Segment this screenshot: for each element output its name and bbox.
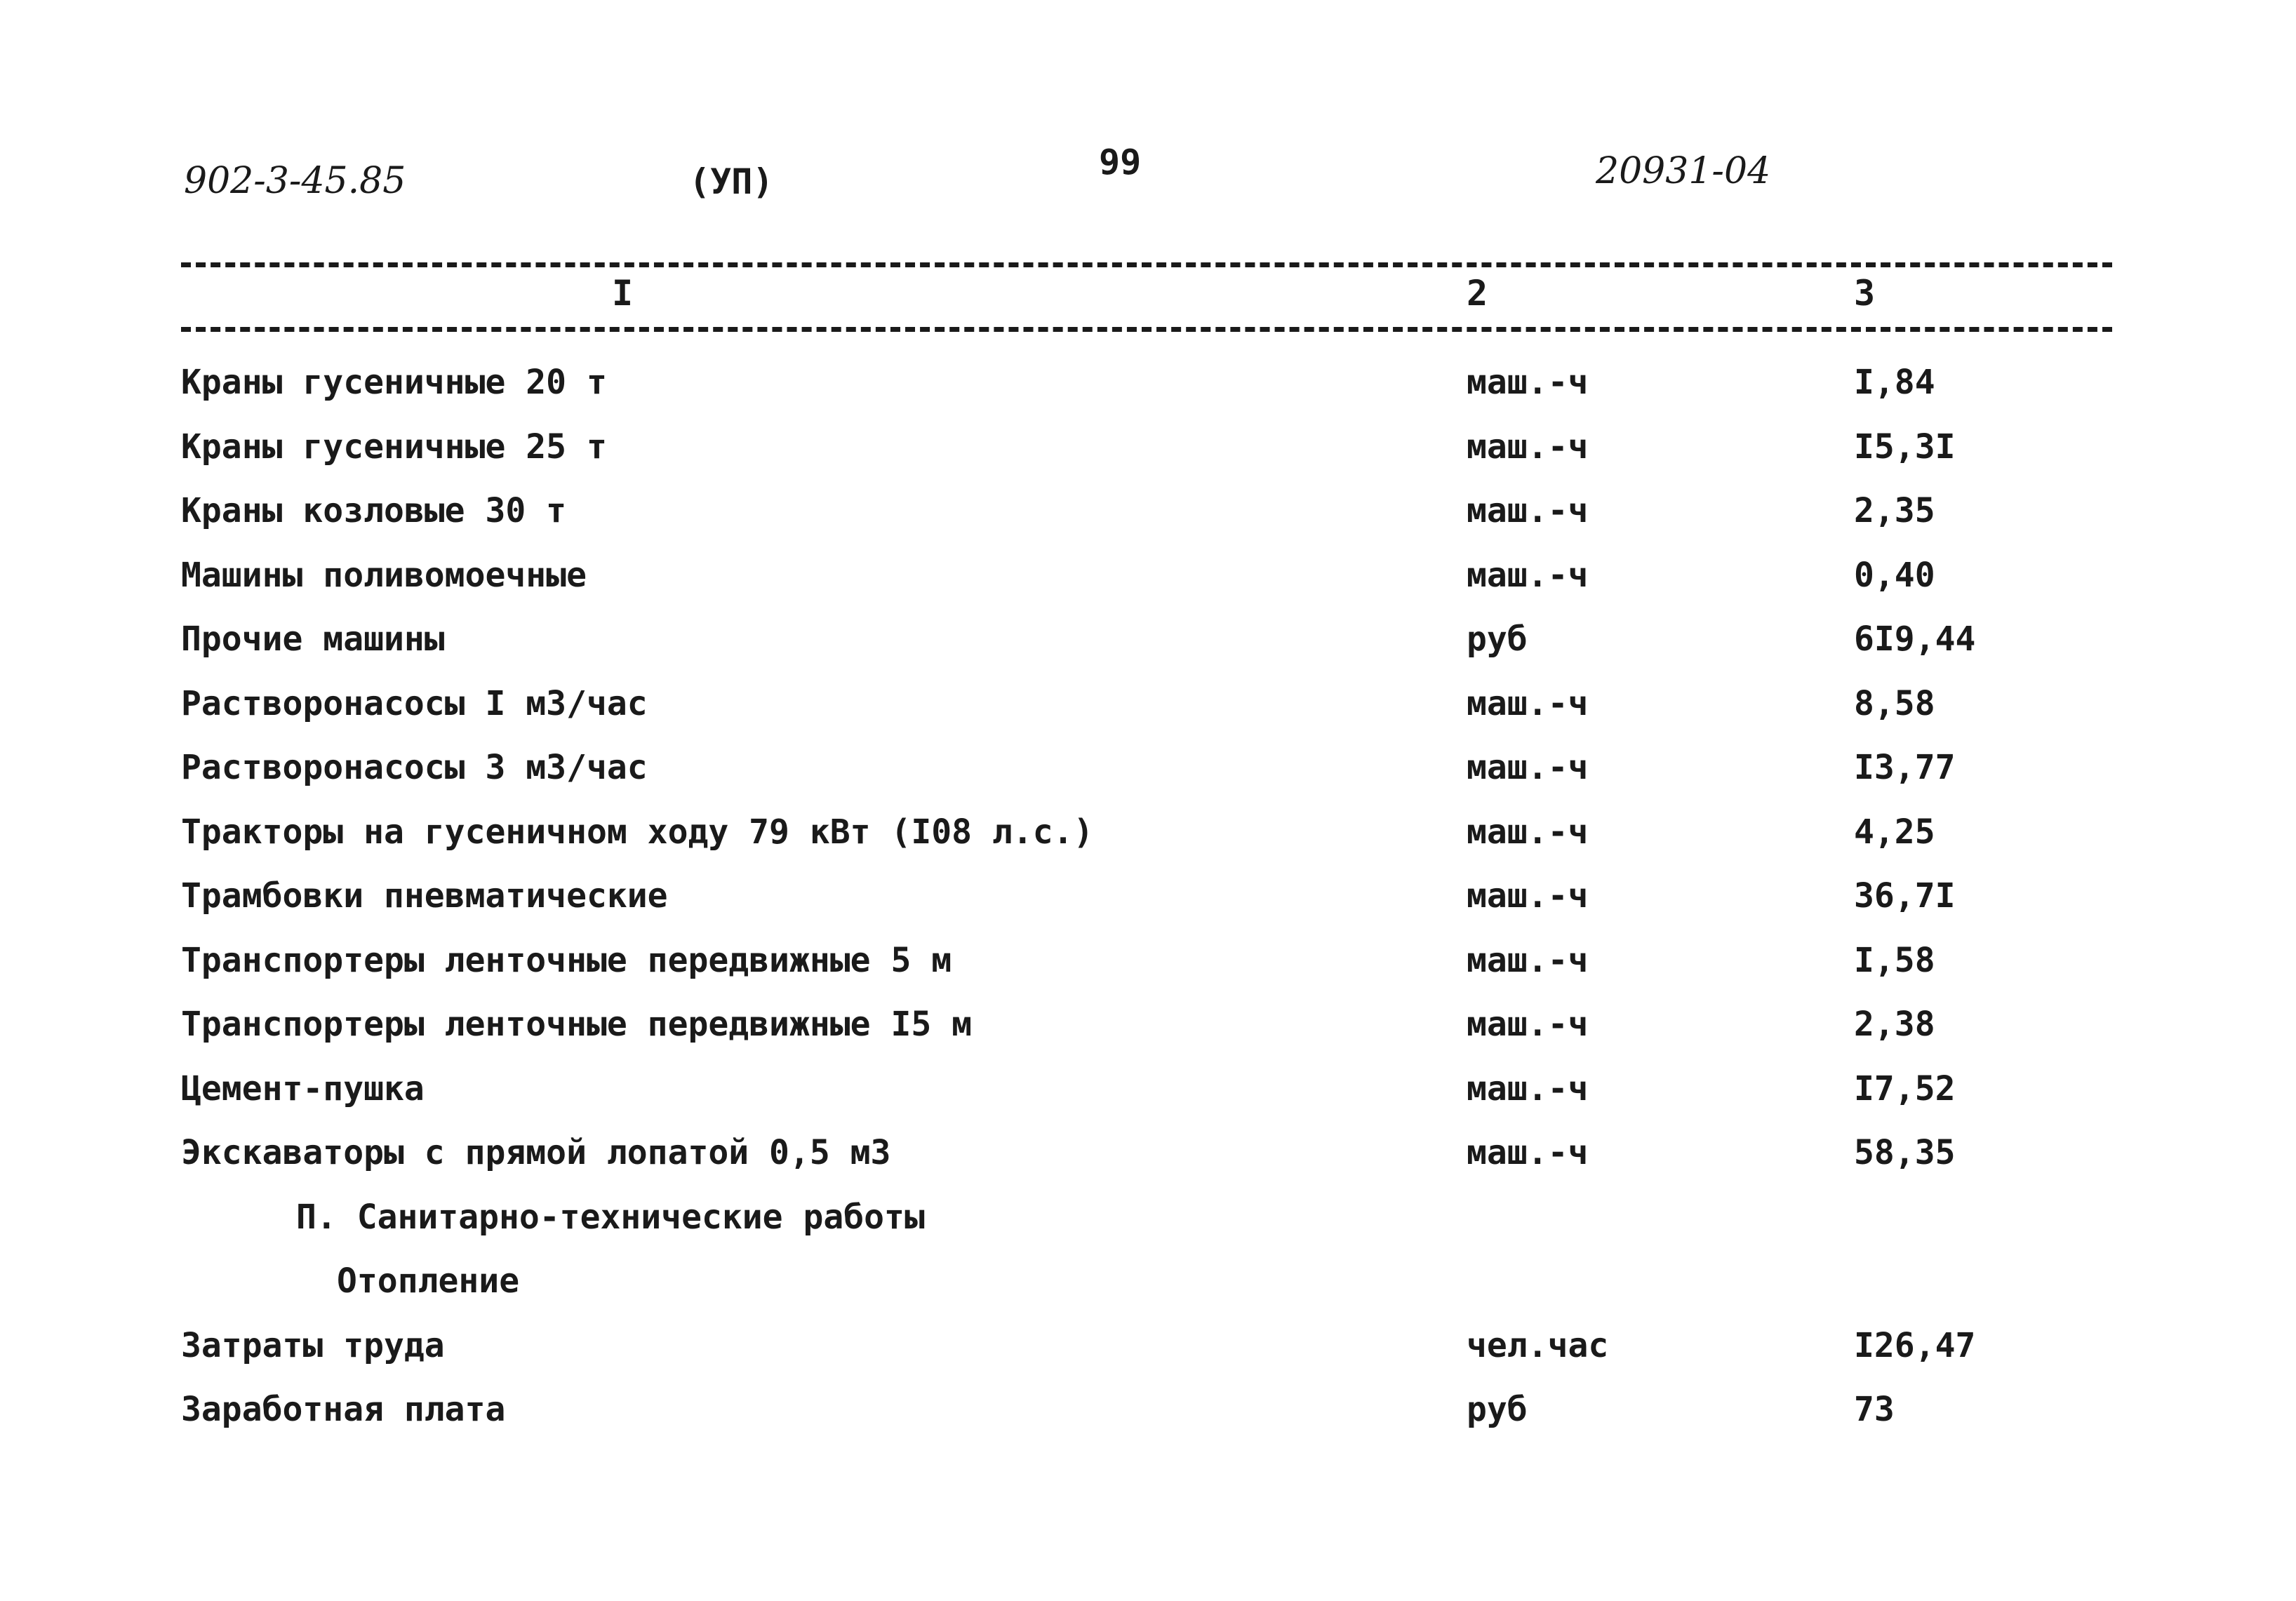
- column-header-2: 2: [1467, 273, 1488, 314]
- row-name: Транспортеры ленточные передвижные I5 м: [181, 1005, 973, 1044]
- row-value: I26,47: [1854, 1325, 1976, 1365]
- row-unit: маш.-ч: [1467, 1069, 1589, 1108]
- column-header-1: I: [612, 273, 634, 314]
- row-name: Краны козловые 30 т: [181, 491, 567, 530]
- row-unit: маш.-ч: [1467, 555, 1589, 595]
- table-row: [0, 672, 2296, 737]
- row-value: 8,58: [1854, 683, 1935, 723]
- row-unit: маш.-ч: [1467, 491, 1589, 530]
- table-row: [0, 1378, 2296, 1442]
- table-row: [0, 544, 2296, 608]
- row-value: I7,52: [1854, 1069, 1956, 1108]
- row-value: 0,40: [1854, 555, 1935, 595]
- row-unit: маш.-ч: [1467, 1005, 1589, 1044]
- table-row: [0, 929, 2296, 993]
- inventory-number: 20931-04: [1596, 150, 1771, 192]
- table-row: [0, 1121, 2296, 1186]
- row-value: 36,7I: [1854, 876, 1956, 916]
- section-mark: (УП): [689, 161, 774, 202]
- section-heading-row: [0, 1186, 2296, 1250]
- row-name: Машины поливомоечные: [181, 555, 587, 595]
- row-name: Прочие машины: [181, 619, 445, 659]
- row-value: 58,35: [1854, 1133, 1956, 1172]
- table-top-rule: [181, 262, 2112, 267]
- row-value: I,58: [1854, 940, 1935, 980]
- row-unit: маш.-ч: [1467, 876, 1589, 916]
- row-name: Растворонасосы I м3/час: [181, 683, 648, 723]
- row-value: I3,77: [1854, 748, 1956, 787]
- table-row: [0, 479, 2296, 544]
- row-unit: маш.-ч: [1467, 363, 1589, 402]
- column-header-3: 3: [1854, 273, 1876, 314]
- row-unit: маш.-ч: [1467, 1133, 1589, 1172]
- row-unit: руб: [1467, 619, 1528, 659]
- table-row: [0, 864, 2296, 929]
- row-name: Затраты труда: [181, 1325, 445, 1365]
- row-name: Тракторы на гусеничном ходу 79 кВт (I08 л.с.): [181, 812, 1094, 852]
- row-unit: маш.-ч: [1467, 940, 1589, 980]
- table-row: [0, 800, 2296, 865]
- table-row: [0, 1314, 2296, 1379]
- row-value: 2,35: [1854, 491, 1935, 530]
- table-row: [0, 736, 2296, 800]
- row-name: Заработная плата: [181, 1390, 506, 1429]
- row-unit: маш.-ч: [1467, 812, 1589, 852]
- row-unit: маш.-ч: [1467, 683, 1589, 723]
- table-row: [0, 1057, 2296, 1122]
- row-name: Экскаваторы с прямой лопатой 0,5 м3: [181, 1133, 891, 1172]
- row-value: 73: [1854, 1390, 1895, 1429]
- row-name: Растворонасосы 3 м3/час: [181, 748, 648, 787]
- doc-code: 902-3-45.85: [184, 160, 406, 202]
- table-row: [0, 415, 2296, 480]
- subsection-heading-row: [0, 1250, 2296, 1314]
- row-name: Цемент-пушка: [181, 1069, 425, 1108]
- row-name: Транспортеры ленточные передвижные 5 м: [181, 940, 952, 980]
- row-unit: маш.-ч: [1467, 748, 1589, 787]
- page-number: 99: [1099, 142, 1142, 182]
- table-row: [0, 608, 2296, 672]
- table-row: [0, 351, 2296, 415]
- row-value: I,84: [1854, 363, 1935, 402]
- section-heading: П. Санитарно-технические работы: [296, 1197, 925, 1237]
- row-value: 4,25: [1854, 812, 1935, 852]
- row-name: Краны гусеничные 25 т: [181, 427, 607, 467]
- row-unit: маш.-ч: [1467, 427, 1589, 467]
- table-header-rule: [181, 327, 2112, 332]
- subsection-heading: Отопление: [337, 1261, 520, 1301]
- row-value: 6I9,44: [1854, 619, 1976, 659]
- row-name: Трамбовки пневматические: [181, 876, 668, 916]
- table-row: [0, 993, 2296, 1057]
- row-name: Краны гусеничные 20 т: [181, 363, 607, 402]
- row-unit: руб: [1467, 1390, 1528, 1429]
- row-value: 2,38: [1854, 1005, 1935, 1044]
- row-unit: чел.час: [1467, 1325, 1609, 1365]
- table-body: [0, 351, 2296, 1442]
- row-value: I5,3I: [1854, 427, 1956, 467]
